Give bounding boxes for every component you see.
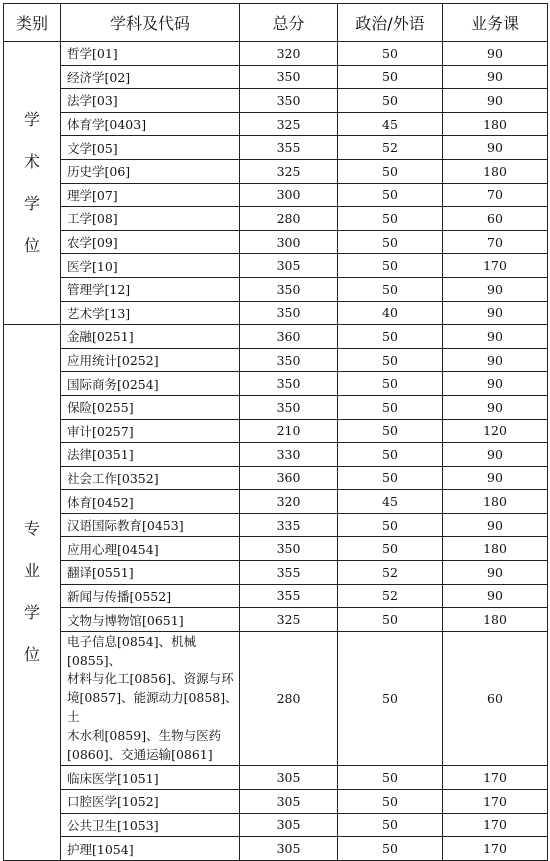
table-row — [4, 65, 548, 89]
professional-score-cell: 120 — [443, 419, 548, 443]
professional-score-cell: 170 — [443, 813, 548, 837]
politics-language-score-cell: 50 — [338, 348, 443, 372]
professional-score-cell: 90 — [443, 301, 548, 325]
header-category: 类别 — [4, 4, 61, 42]
subject-cell: 医学[10] — [61, 254, 240, 278]
professional-score-cell: 90 — [443, 466, 548, 490]
politics-language-score-cell: 52 — [338, 584, 443, 608]
politics-language-score-cell: 45 — [338, 112, 443, 136]
politics-language-score-cell: 50 — [338, 42, 443, 66]
table-row — [4, 419, 548, 443]
professional-score-cell: 90 — [443, 42, 548, 66]
professional-score-cell: 90 — [443, 395, 548, 419]
politics-language-score-cell: 50 — [338, 395, 443, 419]
table-row — [4, 490, 548, 514]
table-row — [4, 395, 548, 419]
total-score-cell: 305 — [240, 837, 338, 861]
professional-score-cell: 70 — [443, 183, 548, 207]
total-score-cell: 360 — [240, 325, 338, 349]
category-char: 位 — [23, 236, 40, 256]
politics-language-score-cell: 50 — [338, 443, 443, 467]
professional-score-cell: 170 — [443, 254, 548, 278]
professional-score-cell: 90 — [443, 561, 548, 585]
category-cell — [4, 325, 61, 861]
table-row — [4, 230, 548, 254]
total-score-cell: 305 — [240, 766, 338, 790]
subject-cell: 保险[0255] — [61, 395, 240, 419]
category-cell — [4, 42, 61, 325]
subject-cell: 临床医学[1051] — [61, 766, 240, 790]
politics-language-score-cell: 50 — [338, 766, 443, 790]
subject-line: 材料与化工[0856]、资源与环 — [67, 671, 234, 687]
table-row — [4, 561, 548, 585]
politics-language-score-cell: 50 — [338, 207, 443, 231]
table-row — [4, 513, 548, 537]
total-score-cell: 355 — [240, 136, 338, 160]
table-row — [4, 372, 548, 396]
subject-cell: 体育学[0403] — [61, 112, 240, 136]
total-score-cell: 305 — [240, 813, 338, 837]
total-score-cell: 350 — [240, 537, 338, 561]
politics-language-score-cell: 45 — [338, 490, 443, 514]
total-score-cell: 210 — [240, 419, 338, 443]
professional-score-cell: 90 — [443, 89, 548, 113]
professional-score-cell: 90 — [443, 513, 548, 537]
politics-language-score-cell: 50 — [338, 183, 443, 207]
politics-language-score-cell: 52 — [338, 561, 443, 585]
politics-language-score-cell: 50 — [338, 513, 443, 537]
politics-language-score-cell: 50 — [338, 65, 443, 89]
politics-language-score-cell: 50 — [338, 254, 443, 278]
table-row — [4, 837, 548, 861]
subject-cell: 法律[0351] — [61, 443, 240, 467]
table-row — [4, 42, 548, 66]
professional-score-cell: 180 — [443, 112, 548, 136]
table-row — [4, 813, 548, 837]
politics-language-score-cell: 50 — [338, 608, 443, 632]
total-score-cell: 305 — [240, 254, 338, 278]
politics-language-score-cell: 50 — [338, 89, 443, 113]
subject-line: 电子信息[0854]、机械[0855]、 — [67, 633, 197, 668]
subject-cell: 审计[0257] — [61, 419, 240, 443]
subject-cell: 管理学[12] — [61, 277, 240, 301]
professional-score-cell: 60 — [443, 631, 548, 766]
subject-cell: 公共卫生[1053] — [61, 813, 240, 837]
subject-cell: 农学[09] — [61, 230, 240, 254]
subject-line: [0860]、交通运输[0861] — [67, 746, 213, 762]
total-score-cell: 335 — [240, 513, 338, 537]
table-row — [4, 207, 548, 231]
subject-cell: 新闻与传播[0552] — [61, 584, 240, 608]
table-row — [4, 89, 548, 113]
total-score-cell: 350 — [240, 89, 338, 113]
category-char: 术 — [23, 152, 40, 172]
total-score-cell: 350 — [240, 395, 338, 419]
politics-language-score-cell: 50 — [338, 159, 443, 183]
professional-score-cell: 170 — [443, 837, 548, 861]
total-score-cell: 280 — [240, 207, 338, 231]
politics-language-score-cell: 50 — [338, 837, 443, 861]
table-row — [4, 159, 548, 183]
total-score-cell: 355 — [240, 561, 338, 585]
subject-cell: 应用统计[0252] — [61, 348, 240, 372]
table-body — [4, 42, 548, 861]
professional-score-cell: 90 — [443, 443, 548, 467]
table-row — [4, 537, 548, 561]
total-score-cell: 325 — [240, 608, 338, 632]
subject-cell: 口腔医学[1052] — [61, 790, 240, 814]
professional-score-cell: 90 — [443, 136, 548, 160]
category-char: 学 — [23, 194, 40, 214]
professional-score-cell: 70 — [443, 230, 548, 254]
subject-cell: 工学[08] — [61, 207, 240, 231]
total-score-cell: 280 — [240, 631, 338, 766]
subject-cell: 汉语国际教育[0453] — [61, 513, 240, 537]
table-row — [4, 277, 548, 301]
table-row — [4, 301, 548, 325]
table-row — [4, 608, 548, 632]
subject-cell: 文物与博物馆[0651] — [61, 608, 240, 632]
score-line-table — [3, 3, 548, 861]
table-row — [4, 766, 548, 790]
subject-cell: 哲学[01] — [61, 42, 240, 66]
professional-score-cell: 170 — [443, 790, 548, 814]
politics-language-score-cell: 50 — [338, 325, 443, 349]
total-score-cell: 300 — [240, 230, 338, 254]
table-row — [4, 348, 548, 372]
professional-score-cell: 170 — [443, 766, 548, 790]
total-score-cell: 350 — [240, 372, 338, 396]
professional-score-cell: 60 — [443, 207, 548, 231]
table-row — [4, 584, 548, 608]
subject-cell: 护理[1054] — [61, 837, 240, 861]
professional-score-cell: 90 — [443, 65, 548, 89]
politics-language-score-cell: 40 — [338, 301, 443, 325]
table-row — [4, 183, 548, 207]
total-score-cell: 305 — [240, 790, 338, 814]
politics-language-score-cell: 50 — [338, 813, 443, 837]
header-total: 总分 — [240, 4, 338, 42]
subject-cell: 理学[07] — [61, 183, 240, 207]
politics-language-score-cell: 50 — [338, 372, 443, 396]
politics-language-score-cell: 52 — [338, 136, 443, 160]
subject-cell — [61, 631, 240, 766]
total-score-cell: 350 — [240, 277, 338, 301]
table-row — [4, 136, 548, 160]
professional-score-cell: 180 — [443, 159, 548, 183]
politics-language-score-cell: 50 — [338, 277, 443, 301]
politics-language-score-cell: 50 — [338, 419, 443, 443]
professional-score-cell: 90 — [443, 348, 548, 372]
total-score-cell: 360 — [240, 466, 338, 490]
total-score-cell: 350 — [240, 301, 338, 325]
total-score-cell: 320 — [240, 490, 338, 514]
category-char: 位 — [23, 645, 40, 665]
table-row — [4, 466, 548, 490]
professional-score-cell: 180 — [443, 490, 548, 514]
professional-score-cell: 90 — [443, 277, 548, 301]
politics-language-score-cell: 50 — [338, 790, 443, 814]
subject-cell: 应用心理[0454] — [61, 537, 240, 561]
subject-cell: 翻译[0551] — [61, 561, 240, 585]
total-score-cell: 330 — [240, 443, 338, 467]
subject-cell: 文学[05] — [61, 136, 240, 160]
subject-cell: 金融[0251] — [61, 325, 240, 349]
politics-language-score-cell: 50 — [338, 631, 443, 766]
subject-cell: 法学[03] — [61, 89, 240, 113]
professional-score-cell: 90 — [443, 325, 548, 349]
total-score-cell: 325 — [240, 159, 338, 183]
header-row — [4, 4, 548, 42]
subject-cell: 体育[0452] — [61, 490, 240, 514]
category-char: 学 — [23, 603, 40, 623]
subject-cell: 国际商务[0254] — [61, 372, 240, 396]
professional-score-cell: 90 — [443, 584, 548, 608]
table-row — [4, 790, 548, 814]
table-row — [4, 443, 548, 467]
total-score-cell: 355 — [240, 584, 338, 608]
category-char: 业 — [23, 561, 40, 581]
politics-language-score-cell: 50 — [338, 230, 443, 254]
total-score-cell: 320 — [240, 42, 338, 66]
subject-cell: 艺术学[13] — [61, 301, 240, 325]
total-score-cell: 350 — [240, 348, 338, 372]
subject-cell: 经济学[02] — [61, 65, 240, 89]
politics-language-score-cell: 50 — [338, 466, 443, 490]
professional-score-cell: 180 — [443, 608, 548, 632]
politics-language-score-cell: 50 — [338, 537, 443, 561]
header-politics-language: 政治/外语 — [338, 4, 443, 42]
total-score-cell: 300 — [240, 183, 338, 207]
professional-score-cell: 180 — [443, 537, 548, 561]
category-char: 专 — [23, 519, 40, 539]
table-row — [4, 254, 548, 278]
professional-score-cell: 90 — [443, 372, 548, 396]
table-row — [4, 112, 548, 136]
category-char: 学 — [23, 110, 40, 130]
table-row — [4, 631, 548, 766]
total-score-cell: 325 — [240, 112, 338, 136]
header-professional: 业务课 — [443, 4, 548, 42]
subject-cell: 社会工作[0352] — [61, 466, 240, 490]
subject-line: 境[0857]、能源动力[0858]、土 — [67, 690, 238, 725]
subject-line: 木水利[0859]、生物与医药 — [67, 727, 222, 743]
header-subject: 学科及代码 — [61, 4, 240, 42]
table-row — [4, 325, 548, 349]
subject-cell: 历史学[06] — [61, 159, 240, 183]
total-score-cell: 350 — [240, 65, 338, 89]
